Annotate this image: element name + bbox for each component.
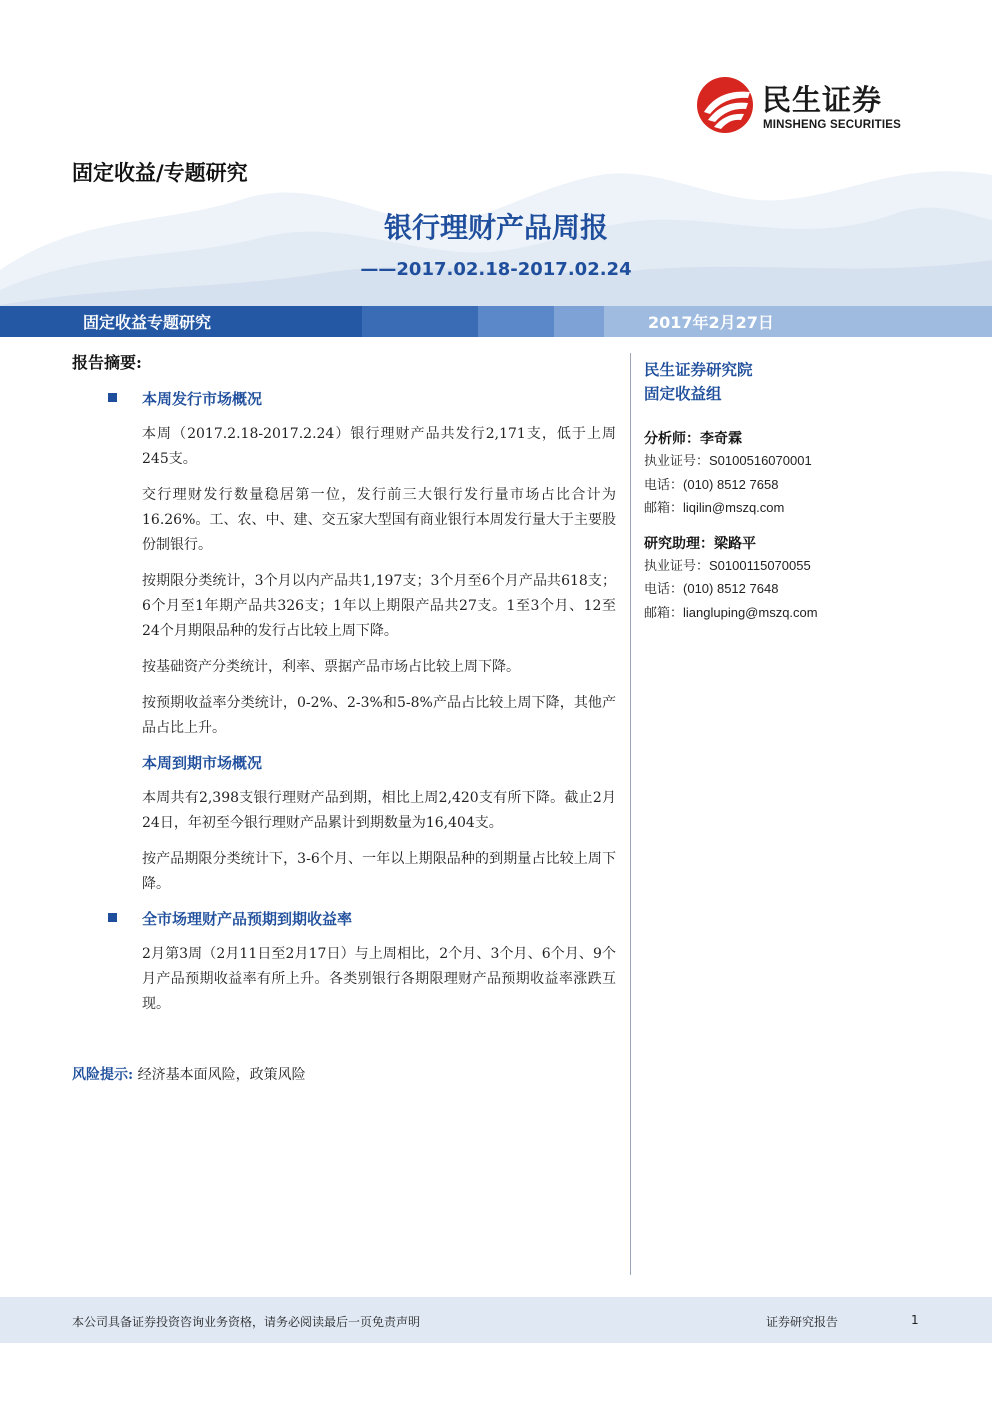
section-title: 本周发行市场概况 xyxy=(142,390,263,408)
footer-disclaimer: 本公司具备证券投资咨询业务资格，请务必阅读最后一页免责声明 xyxy=(72,1315,421,1329)
institute-name: 民生证券研究院 xyxy=(644,361,753,379)
paragraph: 交行理财发行数量稳居第一位，发行前三大银行发行量市场占比合计为16.26%。工、农、中、建、交五家大型国有商业银行本周发行量大于主要股份制银行。 xyxy=(142,487,616,553)
paragraph: 本周（2017.2.18-2017.2.24）银行理财产品共发行2,171支，低于上周245支。 xyxy=(142,426,616,467)
paragraph: 2月第3周（2月11日至2月17日）与上周相比，2个月、3个月、6个月、9个月产品预期收益率有所上升。各类别银行各期限理财产品预期收益率涨跌互现。 xyxy=(142,946,616,1012)
company-logo xyxy=(696,74,926,138)
cert-line xyxy=(644,555,974,579)
email-line xyxy=(644,602,974,626)
footer-report-type: 证券研究报告 xyxy=(766,1315,839,1329)
logo-chinese-name: 民生证券 xyxy=(762,83,883,117)
report-date: 2017年2月27日 xyxy=(648,313,774,332)
email-link[interactable]: liqilin@mszq.com xyxy=(683,500,785,515)
square-bullet-icon xyxy=(108,913,117,922)
summary-heading: 报告摘要: xyxy=(72,353,142,372)
cert-line xyxy=(644,450,974,474)
cert-number: S0100115070055 xyxy=(709,557,811,573)
phone-number: (010) 8512 7658 xyxy=(683,476,779,492)
email-label: 邮箱： xyxy=(644,501,684,516)
report-title: 银行理财产品周报 xyxy=(383,211,608,244)
summary-body xyxy=(72,388,620,1028)
author-sidebar xyxy=(644,358,974,625)
risk-warning xyxy=(72,1064,306,1084)
cert-label: 执业证号： xyxy=(644,454,710,469)
page-number: 1 xyxy=(911,1313,919,1327)
section-title: 全市场理财产品预期到期收益率 xyxy=(142,910,353,928)
analyst-block xyxy=(644,428,974,521)
analyst-name: 分析师：李奇霖 xyxy=(644,431,742,447)
square-bullet-icon xyxy=(108,393,117,402)
group-name: 固定收益组 xyxy=(644,385,722,403)
phone-line xyxy=(644,474,974,498)
phone-number: (010) 8512 7648 xyxy=(683,581,779,596)
minsheng-logo-icon xyxy=(696,76,754,134)
section-header xyxy=(72,388,620,410)
section-header xyxy=(72,908,620,930)
assistant-block xyxy=(644,533,974,626)
section-header xyxy=(72,752,620,774)
report-date-range: ——2017.02.18-2017.02.24 xyxy=(360,259,632,280)
phone-label: 电话： xyxy=(644,477,684,493)
report-category: 固定收益/专题研究 xyxy=(72,160,248,185)
cert-label: 执业证号： xyxy=(644,558,710,574)
paragraph: 本周共有2,398支银行理财产品到期，相比上周2,420支有所下降。截止2月24日，年初至今银行理财产品累计到期数量为16,404支。 xyxy=(142,790,616,831)
paragraph: 按基础资产分类统计，利率、票据产品市场占比较上周下降。 xyxy=(142,659,520,675)
email-label: 邮箱： xyxy=(644,605,684,621)
cert-number: S0100516070001 xyxy=(709,453,812,468)
email-line xyxy=(644,497,974,521)
assistant-name: 研究助理：梁路平 xyxy=(644,535,756,552)
phone-line xyxy=(644,578,974,602)
risk-label: 风险提示: xyxy=(72,1067,134,1083)
section-title: 本周到期市场概况 xyxy=(142,754,263,772)
risk-text: 经济基本面风险，政策风险 xyxy=(137,1067,306,1083)
email-link[interactable]: liangluping@mszq.com xyxy=(683,604,818,620)
logo-english-name: MINSHENG SECURITIES xyxy=(763,119,901,131)
paragraph: 按预期收益率分类统计，0-2%、2-3%和5-8%产品占比较上周下降，其他产品占比上升。 xyxy=(142,695,616,736)
band-section-label: 固定收益专题研究 xyxy=(83,313,212,332)
paragraph: 按产品期限分类统计下，3-6个月、一年以上期限品种的到期量占比较上周下降。 xyxy=(142,851,616,892)
column-divider xyxy=(630,353,631,1275)
paragraph: 按期限分类统计，3个月以内产品共1,197支；3个月至6个月产品共618支；6个月至1年期产品共326支；1年以上期限产品共27支。1至3个月、12至24个月期限品种的发行占比较上周下降。 xyxy=(142,573,616,639)
phone-label: 电话： xyxy=(644,582,684,597)
